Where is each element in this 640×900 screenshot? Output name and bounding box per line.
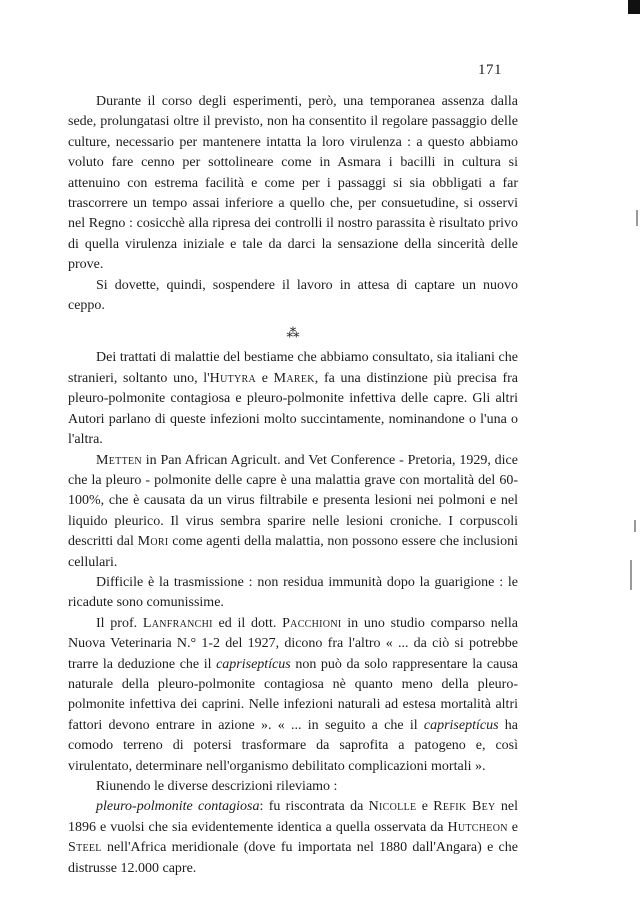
paragraph: Dei trattati di malattie del bestiame che abbiamo consultato, sia italiani che stranieri, soltanto uno, l'Hutyra e Marek, fa una distinzione più precisa fra pleuro-polmonite contagiosa e pleuro-polmonite infettiva delle capre. Gli altri Autori parlano di queste infezioni molto succintamente, nominandone o l'una o l'altra.: [68, 350, 518, 448]
author-name: Metten: [96, 452, 142, 468]
disease-name: pleuro-polmonite contagiosa: [96, 799, 260, 815]
author-name: Lanfranchi: [142, 615, 213, 631]
scan-artifact: [636, 210, 638, 226]
species-name: capriseptícus: [423, 717, 499, 733]
paragraph: pleuro-polmonite contagiosa: fu riscontrata da Nicolle e Refik Bey nel 1896 e vuolsi che sia evidentemente identica a quella osservata da Hutcheon e Steel nell'Africa meridionale (dove fu importata nel 1880 dall'Angara) e che distrusse 12.000 capre.: [68, 799, 518, 876]
author-name: Hutcheon: [447, 819, 508, 835]
page-number: 171: [478, 62, 502, 78]
author-name: Hutyra: [209, 370, 257, 386]
author-name: Marek: [273, 370, 315, 386]
section-separator: ⁂: [286, 325, 300, 341]
paragraph: Difficile è la trasmissione : non residua immunità dopo la guarigione : le ricadute sono comunissime.: [68, 574, 518, 611]
body-text: [68, 92, 518, 879]
paragraph: Metten in Pan African Agricult. and Vet Conference - Pretoria, 1929, dice che la pleuro - polmonite delle capre è una malattia grave con mortalità del 60-100%, che è causata da un virus filtrabile e presenta lesioni nei polmoni e nel liquido pleurico. Il virus sembra sparire nelle lesioni croniche. I corpuscoli descritti dal Mori come agenti della malattia, non possono essere che inclusioni cellulari.: [68, 452, 518, 570]
paragraph: Si dovette, quindi, sospendere il lavoro in attesa di captare un nuovo ceppo.: [68, 277, 518, 314]
scan-edge-mark: [628, 0, 640, 14]
species-name: capriseptícus: [216, 656, 291, 672]
author-name: Mori: [137, 534, 169, 550]
author-name: Refik Bey: [433, 799, 496, 815]
paragraph: Il prof. Lanfranchi ed il dott. Pacchioni in uno studio comparso nella Nuova Veterinaria N.° 1-2 del 1927, dicono fra l'altro « ... da ciò si potrebbe trarre la deduzione che il capriseptícus non può da solo rappresentare la causa naturale della pleuro-polmonite contagiosa nè quanto meno della pleuro-polmonite infettiva dei caprini. Nelle infezioni naturali ad estesa mortalità altri fattori devono entrare in azione ». « ... in seguito a che il capriseptícus ha comodo terreno di potersi trasformare da saprofita a patogeno e, così virulentato, determinare nell'organismo debilitato complicazioni mortali ».: [68, 615, 518, 774]
paragraph: Durante il corso degli esperimenti, però, una temporanea assenza dalla sede, prolungatasi oltre il previsto, non ha consentito il regolare passaggio delle culture, necessario per mantenere intatta la loro virulenza : a questo abbiamo voluto fare cenno per sottolineare come in Asmara i bacilli in cultura si attenuino con estrema facilità e come per i passaggi si sia obbligati a far trascorrere un tempo assai inferiore a quello che, per consuetudine, si osservi nel Regno : cosicchè alla ripresa dei controlli il nostro parassita è risultato privo di quella virulenza iniziale e tale da darci la sensazione della sincerità delle prove.: [68, 94, 518, 273]
author-name: Pacchioni: [282, 615, 342, 631]
author-name: Nicolle: [368, 799, 417, 815]
author-name: Steel: [68, 840, 102, 856]
paragraph: Riunendo le diverse descrizioni rileviamo :: [96, 779, 338, 794]
scan-artifact: [630, 560, 632, 590]
scan-artifact: [634, 520, 636, 532]
